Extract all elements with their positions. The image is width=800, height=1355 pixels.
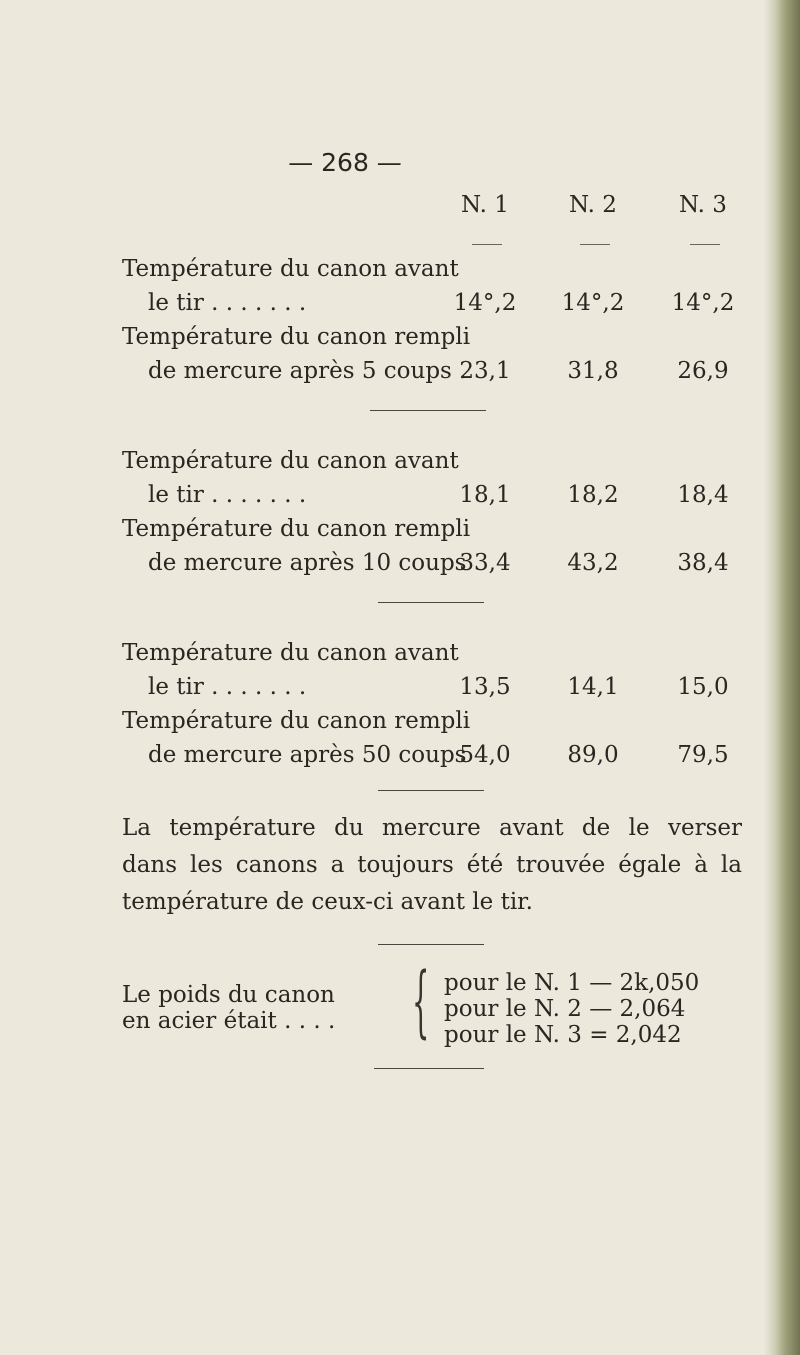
table-cell: 14,1 [567,674,619,700]
table-cell: 18,4 [677,482,729,508]
row-label: de mercure après 5 coups . [148,358,467,384]
row-label: Température du canon avant [122,256,459,282]
table-cell: 14°,2 [561,290,625,316]
table-cell: 14°,2 [671,290,735,316]
divider [378,790,484,791]
paragraph-line: température de ceux-ci avant le tir. [122,889,533,915]
table-cell: 89,0 [567,742,619,768]
row-label: de mercure après 10 coups [148,550,467,576]
table-cell: 14°,2 [453,290,517,316]
row-label: Température du canon avant [122,640,459,666]
column-header-n1: N. 1 [461,192,509,218]
column-header-n2: N. 2 [569,192,617,218]
row-label: de mercure après 50 coups [148,742,467,768]
row-label: le tir . . . . . . . [148,674,307,700]
paragraph-line: dans les canons a toujours été trouvée égale à la [122,852,742,878]
row-label: Température du canon avant [122,448,459,474]
row-label: le tir . . . . . . . [148,482,307,508]
table-cell: 31,8 [567,358,619,384]
page-number: — 268 — [288,148,402,177]
paragraph-line: La température du mercure avant de le verser [122,815,742,841]
table-cell: 54,0 [459,742,511,768]
row-label: le tir . . . . . . . [148,290,307,316]
column-dash [580,244,610,245]
poids-entry: pour le N. 2 — 2,064 [444,996,686,1022]
divider [374,1068,484,1069]
column-dash [690,244,720,245]
table-cell: 23,1 [459,358,511,384]
row-label: Température du canon rempli [122,324,471,350]
column-dash [472,244,502,245]
page-edge [764,0,800,1355]
table-cell: 15,0 [677,674,729,700]
brace: { [412,957,430,1047]
column-header-n3: N. 3 [679,192,727,218]
table-cell: 13,5 [459,674,511,700]
row-label: Température du canon rempli [122,708,471,734]
table-cell: 43,2 [567,550,619,576]
poids-entry: pour le N. 3 = 2,042 [444,1022,682,1048]
table-cell: 18,1 [459,482,511,508]
poids-entry: pour le N. 1 — 2k,050 [444,970,700,996]
poids-label: en acier était . . . . [122,1008,336,1034]
table-cell: 33,4 [459,550,511,576]
divider [370,410,486,411]
table-cell: 79,5 [677,742,729,768]
paragraph [122,810,742,921]
row-label: Température du canon rempli [122,516,471,542]
table-cell: 38,4 [677,550,729,576]
table-cell: 18,2 [567,482,619,508]
poids-label: Le poids du canon [122,982,335,1008]
divider [378,602,484,603]
divider [378,944,484,945]
table-cell: 26,9 [677,358,729,384]
